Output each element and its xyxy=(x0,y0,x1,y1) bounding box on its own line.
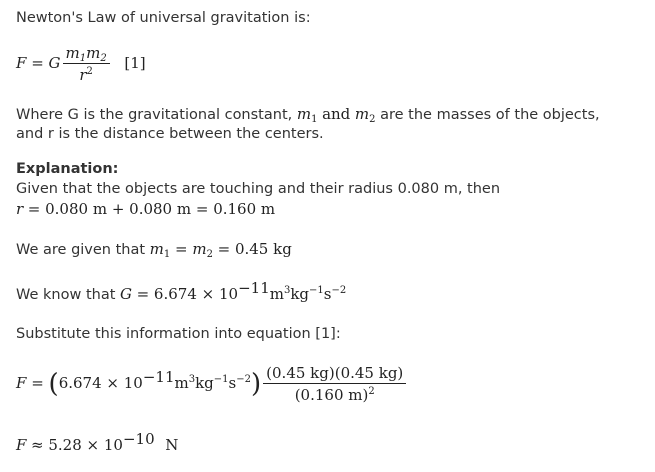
substitute-line: Substitute this information into equation [1]: xyxy=(16,326,341,342)
g-line: We know that $G = 6.674 \times 10^{-11}m^3kg^{-1}s^{-2}$ xyxy=(16,279,347,303)
explanation-heading: Explanation: xyxy=(16,161,119,177)
equation-tag: [1] xyxy=(124,54,146,72)
given-line: Given that the objects are touching and their radius 0.080 m, then xyxy=(16,181,501,197)
substituted-equation: $F = (6.674 \times 10^{-11}m^3kg^{-1}s^{-2})$ $\frac{(0.45 kg)(0.45 kg)}{(0.160 m)^2}$ xyxy=(16,364,408,404)
result-equation: $F \approx 5.28 \times 10^{-10}$ N xyxy=(16,430,179,454)
equation-1: F = G $\frac{m_1m_2}{r^2}$ [1] xyxy=(16,44,146,84)
intro-text: Newton's Law of universal gravitation is: xyxy=(16,10,311,26)
where-line-1: Where G is the gravitational constant, $m_1$ and $m_2$ are the masses of the objects, xyxy=(16,105,600,125)
substituted-fraction: $\frac{(0.45 kg)(0.45 kg)}{(0.160 m)^2}$ xyxy=(263,364,406,404)
masses-line: We are given that $m_1 = m_2 = 0.45$ kg xyxy=(16,240,292,260)
equation-1-fraction: $\frac{m_1m_2}{r^2}$ xyxy=(63,44,110,84)
r-equation: r = 0.080 m + 0.080 m = 0.160 m xyxy=(16,200,276,218)
where-line-2: and r is the distance between the centers. xyxy=(16,126,324,142)
